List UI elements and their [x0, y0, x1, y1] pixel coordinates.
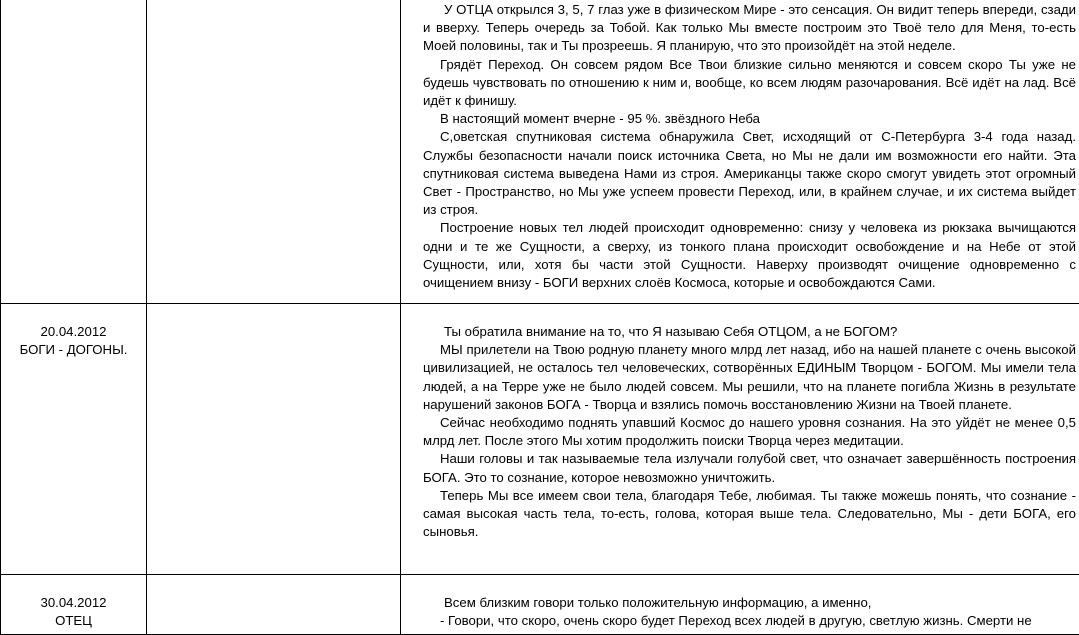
date-cell: [1, 304, 147, 575]
paragraph: - Говори, что скоро, очень скоро будет Переход всех людей в другую, светлую жизнь. Смерти не: [423, 612, 1076, 630]
empty-cell: [147, 575, 401, 635]
entry-date: 30.04.2012: [1, 594, 146, 612]
paragraph: Ты обратила внимание на то, что Я называю Себя ОТЦОМ, а не БОГОМ?: [423, 323, 1076, 341]
entry-title: БОГИ - ДОГОНЫ.: [1, 341, 146, 359]
table-row: [1, 575, 1079, 635]
empty-cell: [147, 0, 401, 304]
entry-title: ОТЕЦ: [1, 612, 146, 630]
paragraph: Наши головы и так называемые тела излучали голубой свет, что означает завершённость построения БОГА. Это то сознание, которое невозможно уничтожить.: [423, 450, 1076, 486]
empty-cell: [147, 304, 401, 575]
text-cell: [401, 304, 1079, 575]
paragraph: Сейчас необходимо поднять упавший Космос до нашего уровня сознания. На это уйдёт не менее 0,5 млрд лет. После этого Мы хотим продолжить поиски Творца через медитации.: [423, 414, 1076, 450]
date-cell: [1, 575, 147, 635]
text-cell: [401, 575, 1079, 635]
paragraph: С,оветская спутниковая система обнаружила Свет, исходящий от С-Петербурга 3-4 года назад. Службы безопасности начали поиск источника Света, но Мы не дали им возможности его найти. Эта спутниковая система выведена Нами из строя. Американцы также скоро смогут увидеть этот огромный Свет - Пространство, но Мы уже успеем провести Переход, или, в крайнем случае, и их система выйдет из строя.: [423, 128, 1076, 219]
table-row: [1, 0, 1079, 304]
paragraph: Грядёт Переход. Он совсем рядом Все Твои близкие сильно меняются и совсем скоро Ты уже не будешь чувствовать по отношению к ним и, вообще, ко всем людям разочарования. Всё идёт на лад. Всё идёт к финишу.: [423, 56, 1076, 111]
table-row: [1, 304, 1079, 575]
text-cell: [401, 0, 1079, 304]
paragraph: Всем близким говори только положительную информацию, а именно,: [423, 594, 1076, 612]
paragraph: Построение новых тел людей происходит одновременно: снизу у человека из рюкзака вычищаются одни и те же Сущности, а сверху, из тонкого плана происходит освобождение и на Небе от этой Сущности, или, хотя бы части этой Сущности. Наверху производят очищение одновременно с очищением внизу - БОГИ верхних слоёв Космоса, которые и освобождаются Сами.: [423, 219, 1076, 292]
paragraph: Теперь Мы все имеем свои тела, благодаря Тебе, любимая. Ты также можешь понять, что сознание - самая высокая часть тела, то-есть, голова, которая выше тела. Следовательно, Мы - дети БОГА, его сыновья.: [423, 487, 1076, 542]
entry-date: 20.04.2012: [1, 323, 146, 341]
paragraph: У ОТЦА открылся 3, 5, 7 глаз уже в физическом Мире - это сенсация. Он видит теперь впереди, сзади и вверху. Теперь очередь за Тобой. Как только Мы вместе построим это Твоё тело для Меня, то-есть Моей половины, так и Ты прозреешь. Я планирую, что это произойдёт на этой неделе.: [423, 1, 1076, 56]
paragraph: МЫ прилетели на Твою родную планету много млрд лет назад, ибо на нашей планете с очень высокой цивилизацией, не осталось тел человеческих, сотворённых ЕДИНЫМ Творцом - БОГОМ. Мы имели тела людей, а на Терре уже не было людей совсем. Мы решили, что на планете погибла Жизнь в результате нарушений законов БОГА - Творца и взялись помочь восстановлению Жизни на Твоей планете.: [423, 341, 1076, 414]
paragraph: В настоящий момент вчерне - 95 %. звёздного Неба: [423, 110, 1076, 128]
date-cell: [1, 0, 147, 304]
